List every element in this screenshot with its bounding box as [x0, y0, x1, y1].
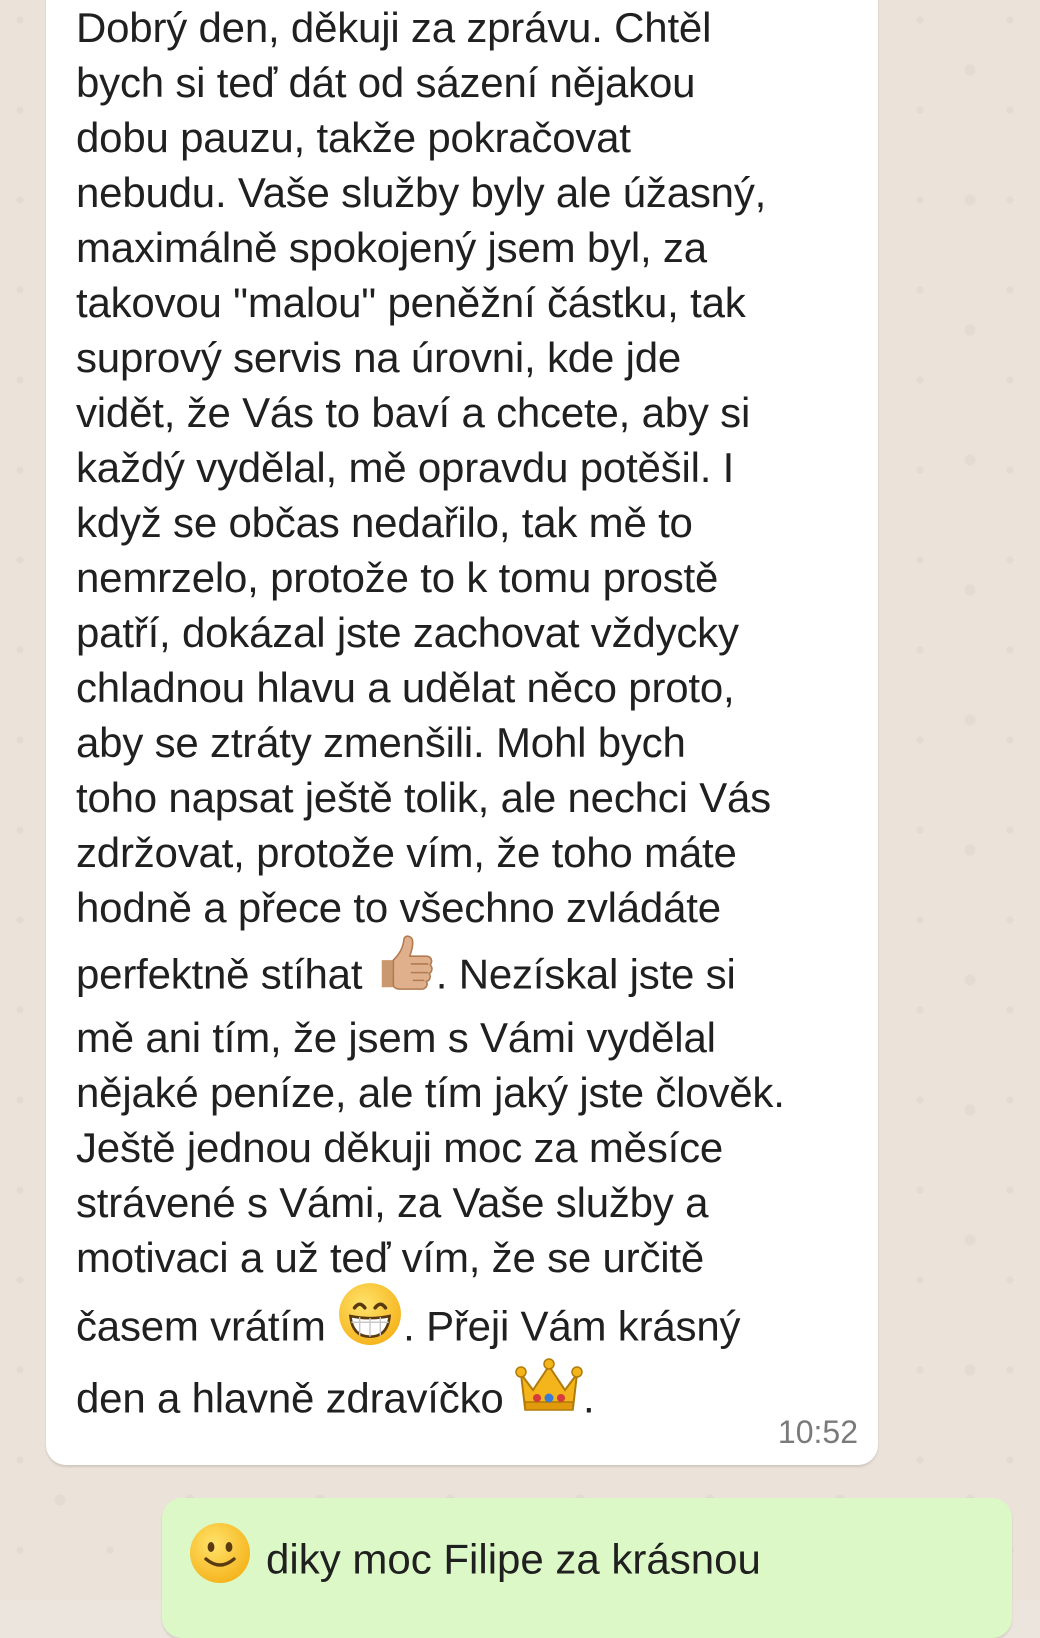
message-line: nějaké peníze, ale tím jaký jste člověk.: [76, 1069, 785, 1116]
message-line: toho napsat ještě tolik, ale nechci Vás: [76, 774, 771, 821]
message-line-with-emoji: [76, 1285, 856, 1360]
message-line: mě ani tím, že jsem s Vámi vydělal: [76, 1014, 716, 1061]
message-line: Dobrý den, děkuji za zprávu. Chtěl: [76, 4, 712, 51]
outgoing-message-fragment: diky moc Filipe za krásnou: [266, 1535, 761, 1583]
message-line: chladnou hlavu a udělat něco proto,: [76, 664, 735, 711]
message-line: motivaci a už teď vím, že se určitě: [76, 1234, 705, 1281]
message-line: zdržovat, protože vím, že toho máte: [76, 829, 737, 876]
message-timestamp: 10:52: [777, 1414, 858, 1450]
crown-icon: [515, 1356, 583, 1439]
message-fragment: časem vrátím: [76, 1302, 338, 1350]
message-line: takovou "malou" peněžní částku, tak: [76, 279, 746, 326]
incoming-message-text: [76, 0, 856, 1435]
message-line: suprový servis na úrovni, kde jde: [76, 334, 682, 381]
message-line: aby se ztráty zmenšili. Mohl bych: [76, 719, 686, 766]
message-line: nebudu. Vaše služby byly ale úžasný,: [76, 169, 767, 216]
outgoing-message-text: [188, 1524, 761, 1601]
message-line-with-emoji: [76, 1360, 856, 1435]
message-fragment: . Přeji Vám krásný: [403, 1302, 741, 1350]
message-line: hodně a přece to všechno zvládáte: [76, 884, 721, 931]
grinning-face-icon: [337, 1281, 403, 1370]
message-fragment: den a hlavně zdravíčko: [76, 1374, 516, 1422]
message-fragment: .: [583, 1374, 595, 1422]
message-line: patří, dokázal jste zachovat vždycky: [76, 609, 739, 656]
message-line: bych si teď dát od sázení nějakou: [76, 59, 696, 106]
message-line: když se občas nedařilo, tak mě to: [76, 499, 693, 546]
message-line: maximálně spokojený jsem byl, za: [76, 224, 707, 271]
message-line-with-emoji: [76, 935, 856, 1010]
message-line: vidět, že Vás to baví a chcete, aby si: [76, 389, 751, 436]
message-line: strávené s Vámi, za Vaše služby a: [76, 1179, 709, 1226]
message-line: každý vydělal, mě opravdu potěšil. I: [76, 444, 735, 491]
smiling-face-icon: [188, 1521, 252, 1598]
message-line: nemrzelo, protože to k tomu prostě: [76, 554, 719, 601]
message-fragment: perfektně stíhat: [76, 950, 374, 998]
message-fragment: . Nezískal jste si: [435, 950, 736, 998]
message-line: Ještě jednou děkuji moc za měsíce: [76, 1124, 724, 1171]
message-line: dobu pauzu, takže pokračovat: [76, 114, 631, 161]
thumbs-up-icon: [374, 931, 436, 1016]
